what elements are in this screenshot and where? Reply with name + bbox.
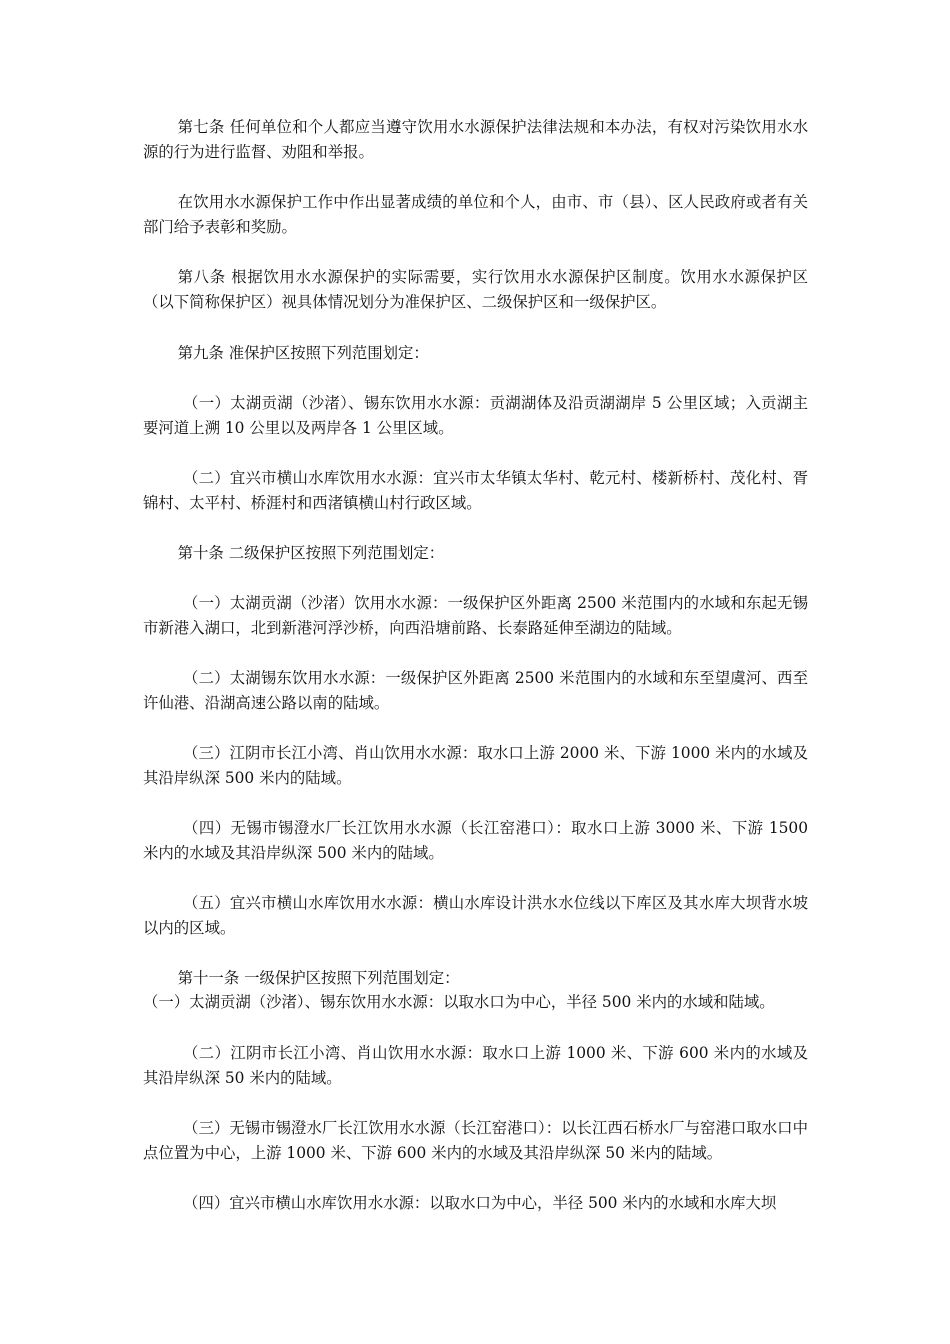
paragraph-article-10-item-5: （五）宜兴市横山水库饮用水水源：横山水库设计洪水水位线以下库区及其水库大坝背水坡以内的区域。: [143, 894, 808, 937]
paragraph-commendation: 在饮用水水源保护工作中作出显著成绩的单位和个人，由市、市（县）、区人民政府或者有关部门给予表彰和奖励。: [143, 193, 808, 236]
paragraph-article-9-item-1: （一）太湖贡湖（沙渚）、锡东饮用水水源：贡湖湖体及沿贡湖湖岸 5 公里区域；入贡湖主要河道上溯 10 公里以及两岸各 1 公里区域。: [143, 394, 808, 437]
paragraph-article-11-item-3: （三）无锡市锡澄水厂长江饮用水水源（长江窑港口）：以长江西石桥水厂与窑港口取水口中点位置为中心，上游 1000 米、下游 600 米内的水域及其沿岸纵深 50 米内的陆域。: [143, 1119, 808, 1162]
paragraph-article-10-item-2: （二）太湖锡东饮用水水源：一级保护区外距离 2500 米范围内的水域和东至望虞河、西至许仙港、沿湖高速公路以南的陆域。: [143, 669, 808, 712]
paragraph-article-8: 第八条 根据饮用水水源保护的实际需要，实行饮用水水源保护区制度。饮用水水源保护区（以下简称保护区）视具体情况划分为准保护区、二级保护区和一级保护区。: [143, 268, 808, 311]
paragraph-article-9-item-2: （二）宜兴市横山水库饮用水水源：宜兴市太华镇太华村、乾元村、楼新桥村、茂化村、胥锦村、太平村、桥涯村和西渚镇横山村行政区域。: [143, 469, 808, 512]
paragraph-article-7: 第七条 任何单位和个人都应当遵守饮用水水源保护法律法规和本办法，有权对污染饮用水水源的行为进行监督、劝阻和举报。: [143, 118, 808, 161]
paragraph-article-11-item-2: （二）江阴市长江小湾、肖山饮用水水源：取水口上游 1000 米、下游 600 米内的水域及其沿岸纵深 50 米内的陆域。: [143, 1044, 808, 1087]
paragraph-article-11-item-1: （一）太湖贡湖（沙渚）、锡东饮用水水源：以取水口为中心，半径 500 米内的水域和陆域。: [143, 993, 775, 1011]
paragraph-article-9-heading: 第九条 准保护区按照下列范围划定：: [177, 344, 429, 362]
paragraph-article-11-item-4: （四）宜兴市横山水库饮用水水源：以取水口为中心，半径 500 米内的水域和水库大坝: [183, 1194, 777, 1212]
paragraph-article-10-heading: 第十条 二级保护区按照下列范围划定：: [177, 544, 445, 562]
paragraph-article-10-item-3: （三）江阴市长江小湾、肖山饮用水水源：取水口上游 2000 米、下游 1000 米内的水域及其沿岸纵深 500 米内的陆域。: [143, 744, 808, 787]
paragraph-article-11-heading: 第十一条 一级保护区按照下列范围划定：: [177, 969, 460, 987]
paragraph-article-10-item-4: （四）无锡市锡澄水厂长江饮用水水源（长江窑港口）：取水口上游 3000 米、下游 1500 米内的水域及其沿岸纵深 500 米内的陆域。: [143, 819, 808, 862]
paragraph-article-10-item-1: （一）太湖贡湖（沙渚）饮用水水源：一级保护区外距离 2500 米范围内的水域和东起无锡市新港入湖口，北到新港河浮沙桥，向西沿塘前路、长泰路延伸至湖边的陆域。: [143, 594, 808, 637]
